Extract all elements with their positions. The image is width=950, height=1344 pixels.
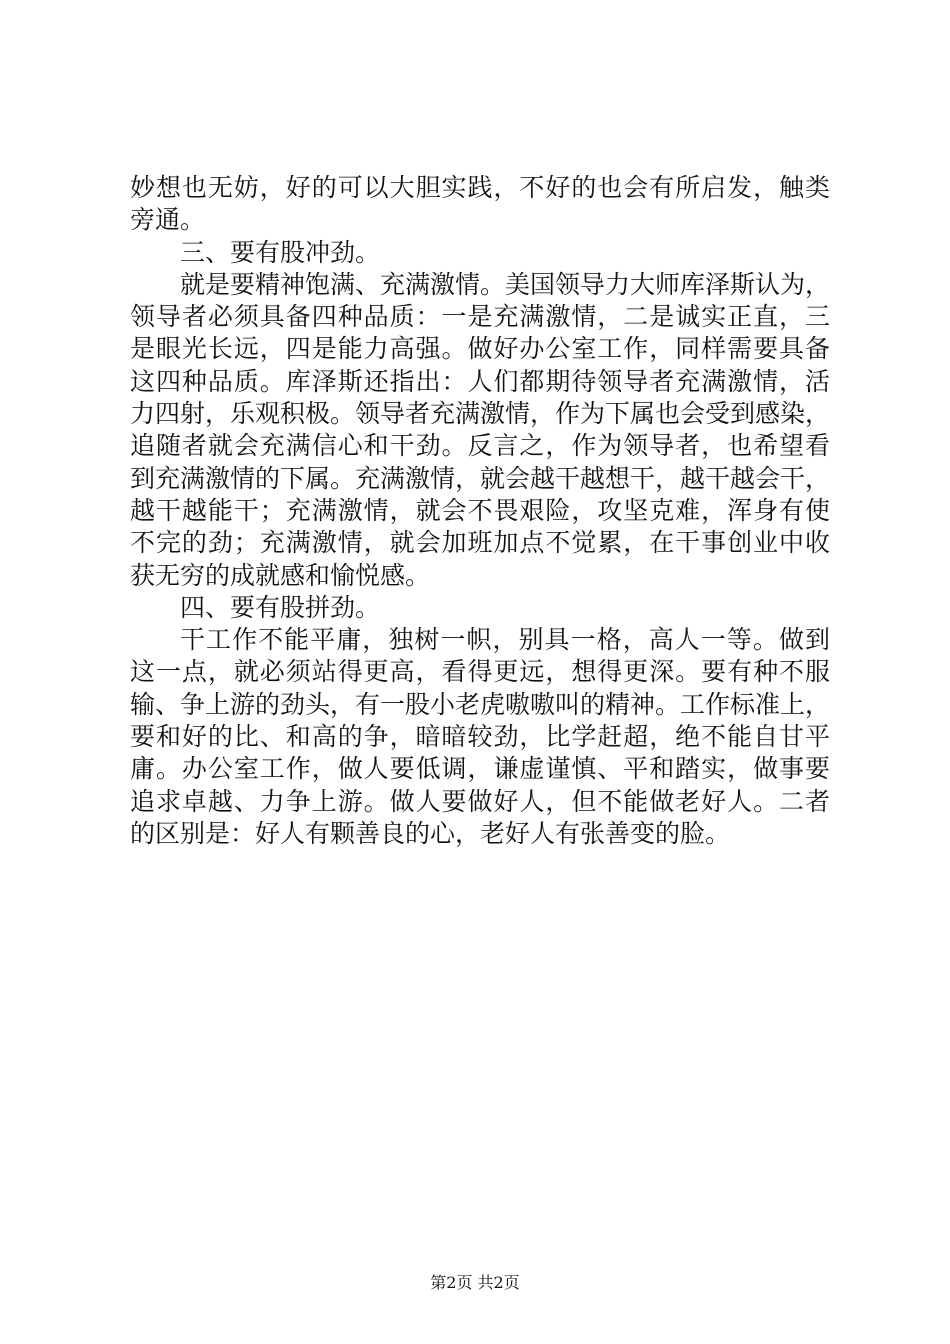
text-line: 庸。办公室工作，做人要低调，谦虚谨慎、平和踏实，做事要: [130, 754, 830, 784]
text-line: 追随者就会充满信心和干劲。反言之，作为领导者，也希望看: [130, 431, 830, 461]
text-line: 这一点，就必须站得更高，看得更远，想得更深。要有种不服: [130, 657, 830, 687]
text-line: 的区别是：好人有颗善良的心，老好人有张善变的脸。: [130, 818, 731, 848]
text-line: 三、要有股冲劲。: [180, 237, 381, 267]
document-body: [130, 172, 830, 850]
page-footer: [0, 1273, 950, 1293]
text-line: 获无穷的成就感和愉悦感。: [130, 560, 431, 590]
text-line: 追求卓越、力争上游。做人要做好人，但不能做老好人。二者: [130, 786, 830, 816]
text-line: 这四种品质。库泽斯还指出：人们都期待领导者充满激情，活: [130, 366, 830, 396]
text-line: 领导者必须具备四种品质：一是充满激情，二是诚实正直，三: [130, 302, 830, 332]
text-line: 要和好的比、和高的争，暗暗较劲，比学赶超，绝不能自甘平: [130, 722, 830, 752]
text-line: 力四射，乐观积极。领导者充满激情，作为下属也会受到感染，: [130, 399, 831, 429]
text-line: 干工作不能平庸，独树一帜，别具一格，高人一等。做到: [180, 625, 830, 655]
text-line: 不完的劲；充满激情，就会加班加点不觉累，在干事创业中收: [130, 528, 830, 558]
text-line: 越干越能干；充满激情，就会不畏艰险，攻坚克难，浑身有使: [130, 495, 830, 525]
text-line: 到充满激情的下属。充满激情，就会越干越想干，越干越会干，: [130, 463, 831, 493]
text-line: 四、要有股拼劲。: [180, 592, 381, 622]
text-line: 妙想也无妨，好的可以大胆实践，不好的也会有所启发，触类: [130, 173, 830, 202]
text-line: 输、争上游的劲头，有一股小老虎嗷嗷叫的精神。工作标准上，: [130, 689, 831, 719]
text-line: 旁通。: [130, 205, 206, 235]
text-line: 就是要精神饱满、充满激情。美国领导力大师库泽斯认为，: [180, 269, 831, 299]
text-line: 是眼光长远，四是能力高强。做好办公室工作，同样需要具备: [130, 334, 830, 364]
page-number-label: 第2页 共2页: [430, 1273, 520, 1292]
